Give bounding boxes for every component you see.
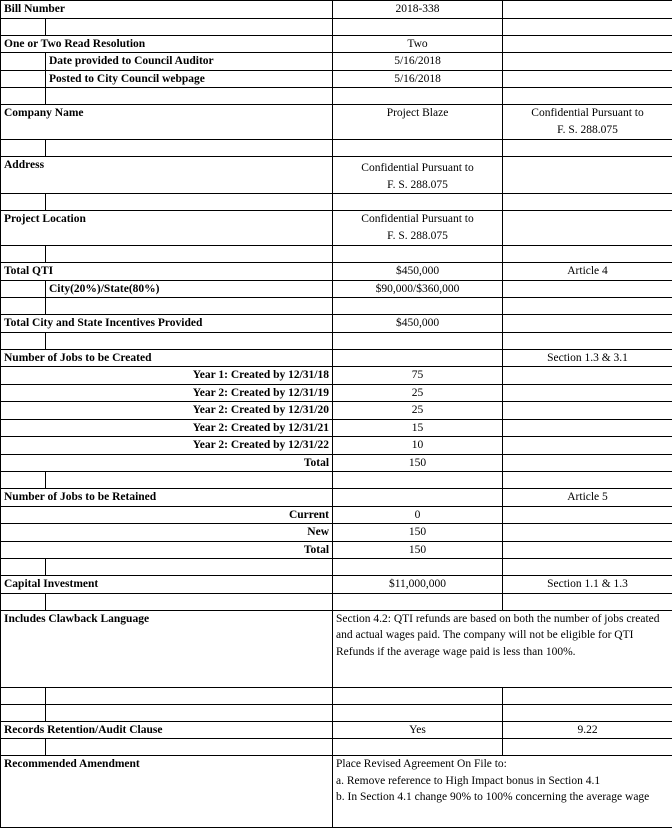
empty-cell: [503, 315, 672, 333]
empty-cell: [503, 35, 672, 53]
empty-cell: [333, 349, 503, 367]
empty-cell: [503, 524, 672, 542]
indent-cell: [1, 280, 46, 298]
records-retention-label: Records Retention/Audit Clause: [1, 721, 333, 739]
jobs-created-row-label: Year 2: Created by 12/31/22: [1, 437, 333, 455]
jobs-retained-current-value: 0: [333, 506, 503, 524]
capital-investment-reference: Section 1.1 & 1.3: [503, 576, 672, 594]
total-qti-reference: Article 4: [503, 263, 672, 281]
jobs-retained-new-label: New: [1, 524, 333, 542]
jobs-created-row-label: Year 2: Created by 12/31/20: [1, 402, 333, 420]
empty-cell: [503, 384, 672, 402]
jobs-created-row-value: 15: [333, 419, 503, 437]
jobs-created-row-label: Year 1: Created by 12/31/18: [1, 367, 333, 385]
capital-investment-label: Capital Investment: [1, 576, 333, 594]
empty-cell: [503, 437, 672, 455]
capital-investment-value: $11,000,000: [333, 576, 503, 594]
indent-cell: [1, 53, 46, 71]
jobs-retained-total-value: 150: [333, 541, 503, 559]
project-location-value: Confidential Pursuant to F. S. 288.075: [333, 211, 503, 246]
bill-number-label: Bill Number: [1, 1, 333, 19]
jobs-retained-label: Number of Jobs to be Retained: [1, 489, 333, 507]
empty-cell: [503, 157, 672, 194]
jobs-created-total-label: Total: [1, 454, 333, 472]
recommended-amendment-label: Recommended Amendment: [1, 756, 333, 828]
recommended-amendment-text: Place Revised Agreement On File to: a. Remove reference to High Impact bonus in Section 4.1 b. In Section 4.1 change 90% to 100% concerning the average wage: [333, 756, 672, 828]
total-qti-value: $450,000: [333, 263, 503, 281]
jobs-created-row-label: Year 2: Created by 12/31/19: [1, 384, 333, 402]
total-incentives-value: $450,000: [333, 315, 503, 333]
jobs-created-total-value: 150: [333, 454, 503, 472]
auditor-date-value: 5/16/2018: [333, 53, 503, 71]
jobs-created-reference: Section 1.3 & 3.1: [503, 349, 672, 367]
jobs-retained-reference: Article 5: [503, 489, 672, 507]
posted-date-label: Posted to City Council webpage: [46, 70, 333, 88]
company-name-value: Project Blaze: [333, 105, 503, 140]
posted-date-value: 5/16/2018: [333, 70, 503, 88]
clawback-label: Includes Clawback Language: [1, 610, 333, 687]
indent-cell: [1, 70, 46, 88]
total-qti-label: Total QTI: [1, 263, 333, 281]
company-name-label: Company Name: [1, 105, 333, 140]
jobs-created-row-value: 25: [333, 402, 503, 420]
empty-cell: [503, 367, 672, 385]
records-retention-reference: 9.22: [503, 721, 672, 739]
jobs-created-row-value: 25: [333, 384, 503, 402]
jobs-created-label: Number of Jobs to be Created: [1, 349, 333, 367]
company-confidential-note: Confidential Pursuant to F. S. 288.075: [503, 105, 672, 140]
empty-cell: [503, 70, 672, 88]
jobs-retained-total-label: Total: [1, 541, 333, 559]
jobs-retained-current-label: Current: [1, 506, 333, 524]
auditor-date-label: Date provided to Council Auditor: [46, 53, 333, 71]
empty-cell: [333, 489, 503, 507]
empty-cell: [503, 1, 672, 19]
records-retention-value: Yes: [333, 721, 503, 739]
jobs-retained-new-value: 150: [333, 524, 503, 542]
empty-cell: [503, 53, 672, 71]
city-state-split-label: City(20%)/State(80%): [46, 280, 333, 298]
address-label: Address: [1, 157, 333, 194]
resolution-label: One or Two Read Resolution: [1, 35, 333, 53]
empty-cell: [503, 402, 672, 420]
resolution-value: Two: [333, 35, 503, 53]
total-incentives-label: Total City and State Incentives Provided: [1, 315, 333, 333]
empty-cell: [503, 541, 672, 559]
jobs-created-row-label: Year 2: Created by 12/31/21: [1, 419, 333, 437]
city-state-split-value: $90,000/$360,000: [333, 280, 503, 298]
jobs-created-row-value: 10: [333, 437, 503, 455]
clawback-text: Section 4.2: QTI refunds are based on both the number of jobs created and actual wages paid. The company will not be eligible for QTI Refunds if the average wage paid is less than 100%.: [333, 610, 672, 687]
empty-cell: [503, 280, 672, 298]
address-value: Confidential Pursuant to F. S. 288.075: [333, 157, 503, 194]
empty-cell: [503, 211, 672, 246]
bill-number-value: 2018-338: [333, 1, 503, 19]
jobs-created-row-value: 75: [333, 367, 503, 385]
empty-cell: [503, 506, 672, 524]
empty-cell: [503, 454, 672, 472]
empty-cell: [503, 419, 672, 437]
project-location-label: Project Location: [1, 211, 333, 246]
